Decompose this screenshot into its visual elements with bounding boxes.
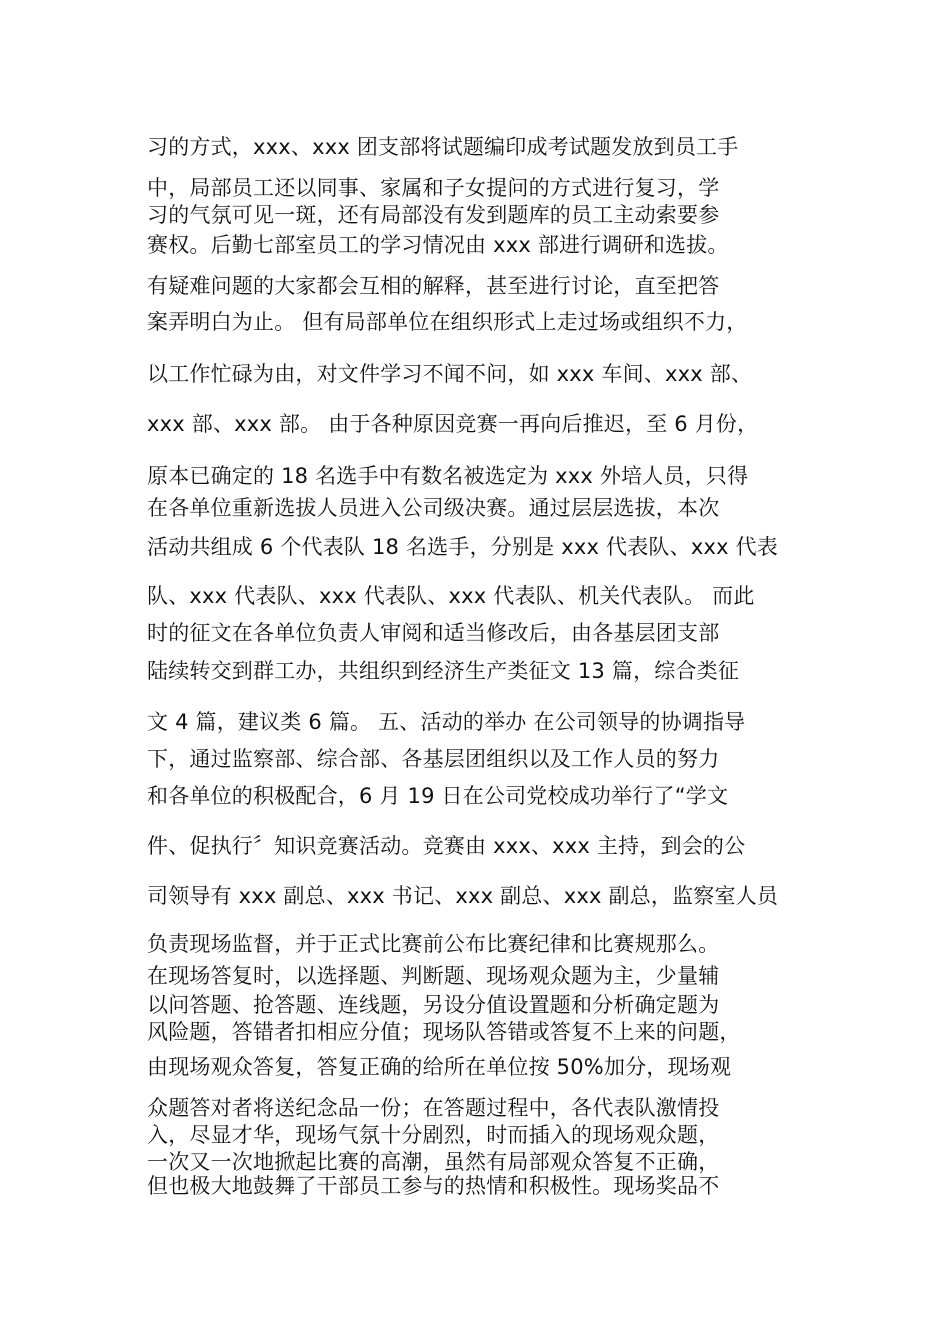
body-line: 原本已确定的 18 名选手中有数名被选定为 xxx 外培人员，只得 [147, 464, 749, 488]
body-line: 但也极大地鼓舞了干部员工参与的热情和积极性。现场奖品不 [147, 1174, 720, 1198]
body-line: 习的气氛可见一斑，还有局部没有发到题库的员工主动索要参 [147, 203, 720, 227]
body-line: 负责现场监督，并于正式比赛前公布比赛纪律和比赛规那么。 [147, 932, 720, 956]
body-line: 司领导有 xxx 副总、xxx 书记、xxx 副总、xxx 副总，监察室人员 [147, 884, 779, 908]
body-line: 众题答对者将送纪念品一份；在答题过程中，各代表队激情投 [147, 1096, 720, 1120]
body-line: 队、xxx 代表队、xxx 代表队、xxx 代表队、机关代表队。 而此 [147, 584, 755, 608]
body-line: 由现场观众答复，答复正确的给所在单位按 50%加分，现场观 [147, 1055, 732, 1079]
body-line: 时的征文在各单位负责人审阅和适当修改后，由各基层团支部 [147, 621, 720, 645]
body-line: 在各单位重新选拔人员进入公司级决赛。通过层层选拔，本次 [147, 496, 720, 520]
body-line: 以工作忙碌为由，对文件学习不闻不问，如 xxx 车间、xxx 部、 [147, 362, 753, 386]
body-line: xxx 部、xxx 部。 由于各种原因竞赛一再向后推迟，至 6 月份， [147, 412, 759, 436]
body-line: 在现场答复时，以选择题、判断题、现场观众题为主，少量辅 [147, 964, 720, 988]
body-line: 件、促执行〞知识竞赛活动。竞赛由 xxx、xxx 主持，到会的公 [147, 834, 746, 858]
body-line: 习的方式，xxx、xxx 团支部将试题编印成考试题发放到员工手 [147, 135, 739, 159]
body-line: 有疑难问题的大家都会互相的解释，甚至进行讨论，直至把答 [147, 274, 720, 298]
body-line: 文 4 篇，建议类 6 篇。 五、活动的举办 在公司领导的协调指导 [147, 710, 746, 734]
body-line: 活动共组成 6 个代表队 18 名选手，分别是 xxx 代表队、xxx 代表 [147, 535, 778, 559]
body-line: 下，通过监察部、综合部、各基层团组织以及工作人员的努力 [147, 747, 720, 771]
body-line: 中，局部员工还以同事、家属和子女提问的方式进行复习，学 [147, 176, 720, 200]
body-line: 一次又一次地掀起比赛的高潮，虽然有局部观众答复不正确， [147, 1150, 720, 1174]
body-line: 风险题，答错者扣相应分值；现场队答错或答复不上来的问题， [147, 1020, 741, 1044]
body-line: 陆续转交到群工办，共组织到经济生产类征文 13 篇，综合类征 [147, 659, 740, 683]
body-line: 入，尽显才华，现场气氛十分剧烈，时而插入的现场观众题， [147, 1123, 720, 1147]
body-line: 以问答题、抢答题、连线题，另设分值设置题和分析确定题为 [147, 993, 720, 1017]
body-line: 和各单位的积极配合，6 月 19 日在公司党校成功举行了“学文 [147, 784, 729, 808]
body-line: 案弄明白为止。 但有局部单位在组织形式上走过场或组织不力， [147, 310, 748, 334]
body-line: 赛权。后勤七部室员工的学习情况由 xxx 部进行调研和选拔。 [147, 233, 729, 257]
